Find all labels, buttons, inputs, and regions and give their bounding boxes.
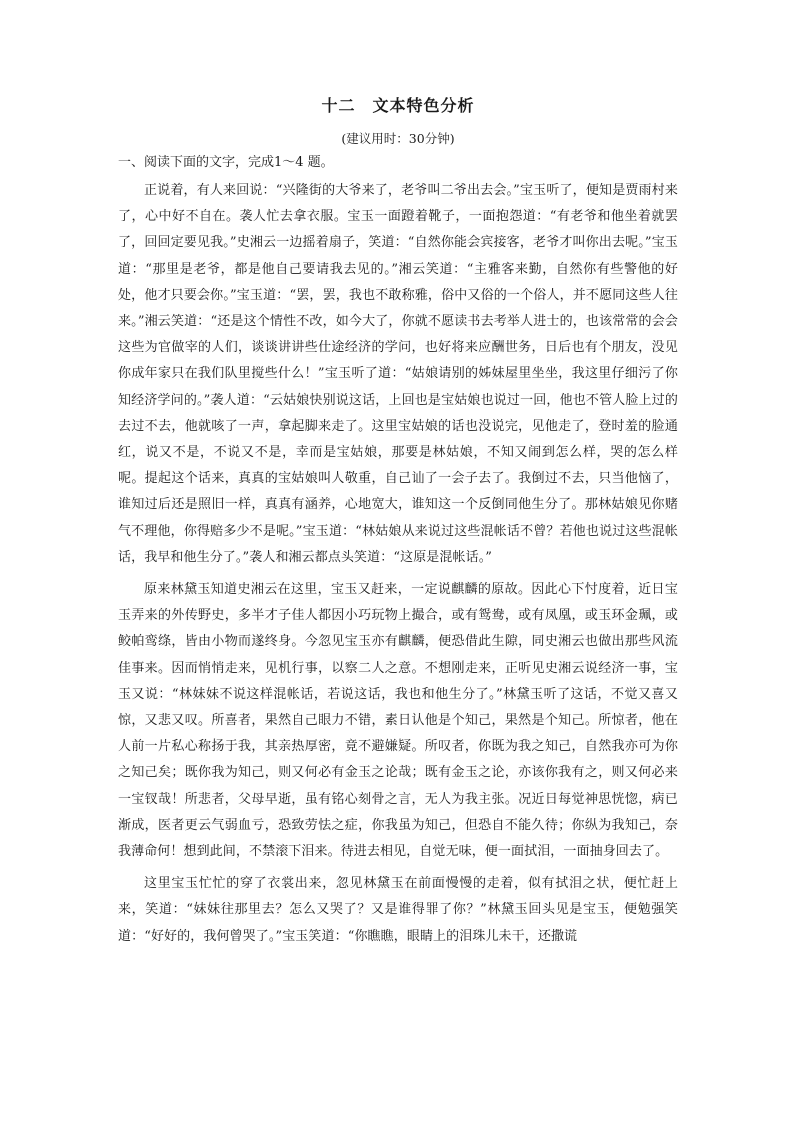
suggested-time-note: (建议用时：30分钟) [341, 131, 455, 146]
passage-paragraph-2: 原来林黛玉知道史湘云在这里，宝玉又赶来，一定说麒麟的原故。因此心下忖度着，近日宝玉弄来的外传野史，多半才子佳人都因小巧玩物上撮合，或有鸳鸯，或有凤凰，或玉环金珮，或鲛帕鸾绦，皆由小物而遂终身。今忽见宝玉亦有麒麟，便恐借此生隙，同史湘云也做出那些风流佳事来。因而悄悄走来，见机行事，以察二人之意。不想刚走来，正听见史湘云说经济一事，宝玉又说：“林妹妹不说这样混帐话，若说这话，我也和他生分了。”林黛玉听了这话，不觉又喜又惊，又悲又叹。所喜者，果然自己眼力不错，素日认他是个知己，果然是个知己。所惊者，他在人前一片私心称扬于我，其亲热厚密，竟不避嫌疑。所叹者，你既为我之知己，自然我亦可为你之知己矣；既你我为知己，则又何必有金玉之论哉；既有金玉之论，亦该你我有之，则又何必来一宝钗哉！所悲者，父母早逝，虽有铭心刻骨之言，无人为我主张。况近日每觉神思恍惚，病已渐成，医者更云气弱血亏，恐致劳怯之症，你我虽为知己，但恐自不能久待；你纵为我知己，奈我薄命何！想到此间，不禁滚下泪来。待进去相见，自觉无味，便一面拭泪，一面抽身回去了。 [118, 582, 678, 860]
passage-paragraph-1: 正说着，有人来回说：“兴隆街的大爷来了，老爷叫二爷出去会。”宝玉听了，便知是贾雨村来了，心中好不自在。袭人忙去拿衣服。宝玉一面蹬着靴子，一面抱怨道：“有老爷和他坐着就罢了，回回定要见我。”史湘云一边摇着扇子，笑道：“自然你能会宾接客，老爷才叫你出去呢。”宝玉道：“那里是老爷，都是他自己要请我去见的。”湘云笑道：“主雅客来勤，自然你有些警他的好处，他才只要会你。”宝玉道：“罢，罢，我也不敢称雅，俗中又俗的一个俗人，并不愿同这些人往来。”湘云笑道：“还是这个情性不改，如今大了，你就不愿读书去考举人进士的，也该常常的会会这些为官做宰的人们，谈谈讲讲些仕途经济的学问，也好将来应酬世务，日后也有个朋友，没见你成年家只在我们队里搅些什么！”宝玉听了道：“姑娘请别的姊妹屋里坐坐，我这里仔细污了你知经济学问的。”袭人道：“云姑娘快别说这话，上回也是宝姑娘也说过一回，他也不管人脸上过的去过不去，他就咳了一声，拿起脚来走了。这里宝姑娘的话也没说完，见他走了，登时羞的脸通红，说又不是，不说又不是，幸而是宝姑娘，那要是林姑娘，不知又闹到怎么样，哭的怎么样呢。提起这个话来，真真的宝姑娘叫人敬重，自己讪了一会子去了。我倒过不去，只当他恼了，谁知过后还是照旧一样，真真有涵养，心地宽大，谁知这一个反倒同他生分了。那林姑娘见你赌气不理他，你得赔多少不是呢。”宝玉道：“林姑娘从来说过这些混帐话不曾？若他也说过这些混帐话，我早和他生分了。”袭人和湘云都点头笑道：“这原是混帐话。” [118, 183, 678, 565]
document-page [118, 92, 678, 950]
passage-paragraph-3: 这里宝玉忙忙的穿了衣裳出来，忽见林黛玉在前面慢慢的走着，似有拭泪之状，便忙赶上来，笑道：“妹妹往那里去？怎么又哭了？又是谁得罪了你？”林黛玉回头见是宝玉，便勉强笑道：“好好的，我何曾哭了。”宝玉笑道：“你瞧瞧，眼睛上的泪珠儿未干，还撒谎 [118, 876, 678, 944]
document-title: 十二 文本特色分析 [321, 96, 475, 115]
question-instruction: 一、阅读下面的文字，完成1～4 题。 [118, 155, 334, 170]
